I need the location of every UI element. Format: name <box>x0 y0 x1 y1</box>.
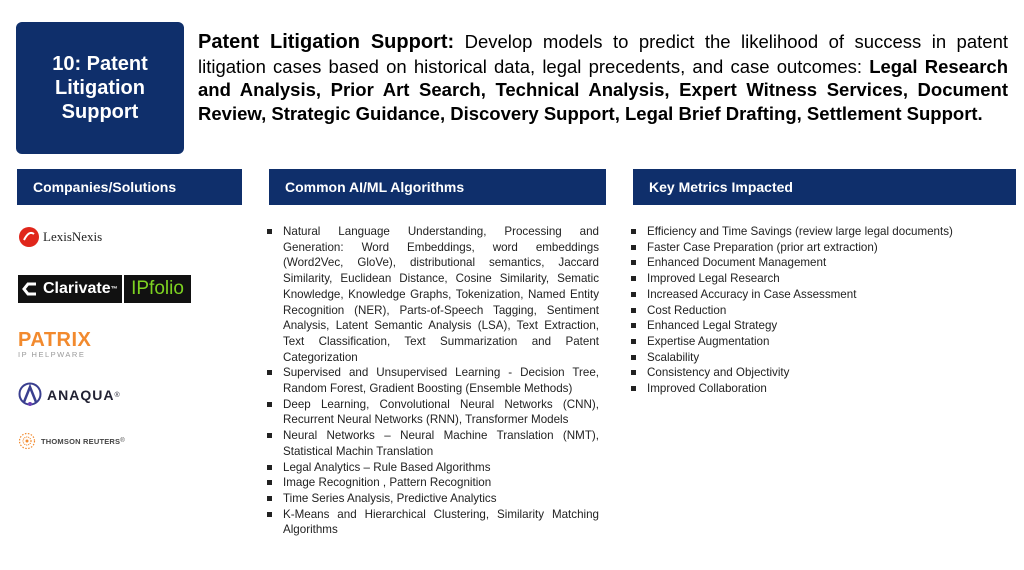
list-item: Image Recognition , Pattern Recognition <box>267 475 599 491</box>
patrix-logo-text: PATRIX <box>18 329 92 351</box>
thomson-reuters-logo-text: THOMSON REUTERS <box>41 436 121 446</box>
list-item: Supervised and Unsupervised Learning - Decision Tree, Random Forest, Gradient Boosting (Ensemble Methods) <box>267 365 599 396</box>
lexisnexis-logo-text: LexisNexis <box>43 229 103 244</box>
patrix-logo-subtitle: IP HELPWARE <box>18 350 86 359</box>
thomson-reuters-tm: ® <box>120 438 125 444</box>
list-item: Increased Accuracy in Case Assessment <box>631 287 1011 303</box>
list-item: Efficiency and Time Savings (review large legal documents) <box>631 224 1011 240</box>
patrix-logo <box>18 330 91 359</box>
list-item: Legal Analytics – Rule Based Algorithms <box>267 460 599 476</box>
metrics-header-label: Key Metrics Impacted <box>649 179 793 195</box>
anaqua-tm: ® <box>114 391 120 399</box>
clarivate-ipfolio-logo <box>18 275 191 303</box>
list-item: Enhanced Document Management <box>631 255 1011 271</box>
algorithms-header-label: Common AI/ML Algorithms <box>285 179 465 195</box>
clarivate-logo-text: Clarivate <box>43 280 111 297</box>
anaqua-logo <box>18 382 120 408</box>
anaqua-logo-text: ANAQUA <box>47 387 115 403</box>
lexisnexis-icon <box>18 226 40 248</box>
ipfolio-logo <box>124 275 191 303</box>
algorithms-header <box>269 169 606 205</box>
thomson-reuters-logo <box>18 432 125 450</box>
list-item: Faster Case Preparation (prior art extraction) <box>631 240 1011 256</box>
list-item: Expertise Augmentation <box>631 334 1011 350</box>
companies-header <box>17 169 242 205</box>
intro-heading: Patent Litigation Support: <box>198 31 455 53</box>
clarivate-icon <box>22 280 40 298</box>
metrics-header <box>633 169 1016 205</box>
list-item: Consistency and Objectivity <box>631 365 1011 381</box>
list-item: Deep Learning, Convolutional Neural Networks (CNN), Recurrent Neural Networks (RNN), Transformer Models <box>267 397 599 428</box>
clarivate-tm: ™ <box>110 285 118 293</box>
metrics-list <box>631 224 1011 397</box>
intro-services: Legal Research and Analysis, Prior Art Search, Technical Analysis, Expert Witness Services, Document Review, Strategic Guidance, Discovery Support, Legal Brief Drafting, Settlement Support. <box>198 55 1009 124</box>
intro-paragraph <box>198 30 1008 125</box>
list-item: Time Series Analysis, Predictive Analytics <box>267 491 599 507</box>
list-item: K-Means and Hierarchical Clustering, Similarity Matching Algorithms <box>267 507 599 538</box>
lexisnexis-logo <box>18 226 102 248</box>
list-item: Enhanced Legal Strategy <box>631 318 1011 334</box>
anaqua-icon <box>18 382 42 408</box>
intro-body: Develop models to predict the likelihood of success in patent litigation cases based on historical data, legal precedents, and case outcomes: <box>198 31 1008 77</box>
list-item: Neural Networks – Neural Machine Translation (NMT), Statistical Machin Translation <box>267 428 599 459</box>
section-title-box <box>16 22 184 154</box>
section-title: 10: Patent Litigation Support <box>52 53 148 123</box>
list-item: Scalability <box>631 350 1011 366</box>
list-item: Improved Legal Research <box>631 271 1011 287</box>
companies-header-label: Companies/Solutions <box>33 179 177 195</box>
list-item: Natural Language Understanding, Processing and Generation: Word Embeddings, word embeddings (Word2Vec, GloVe), distributional semantics, Jaccard Similarity, Euclidean Distance, Cosine Similarity, Sematic Knowledge, Knowledge Graphs, Tokenization, Named Entity Recognition (NER), Parts-of-Speech Tagging, Sentiment Analysis, Latent Semantic Analysis (LSA), Text Extraction, Text Classification, Text Summarization and Patent Categorization <box>267 224 599 365</box>
list-item: Cost Reduction <box>631 303 1011 319</box>
list-item: Improved Collaboration <box>631 381 1011 397</box>
ipfolio-logo-text: IPfolio <box>131 278 184 299</box>
clarivate-logo <box>18 275 122 303</box>
thomson-reuters-icon <box>18 432 36 450</box>
algorithms-list <box>267 224 599 538</box>
